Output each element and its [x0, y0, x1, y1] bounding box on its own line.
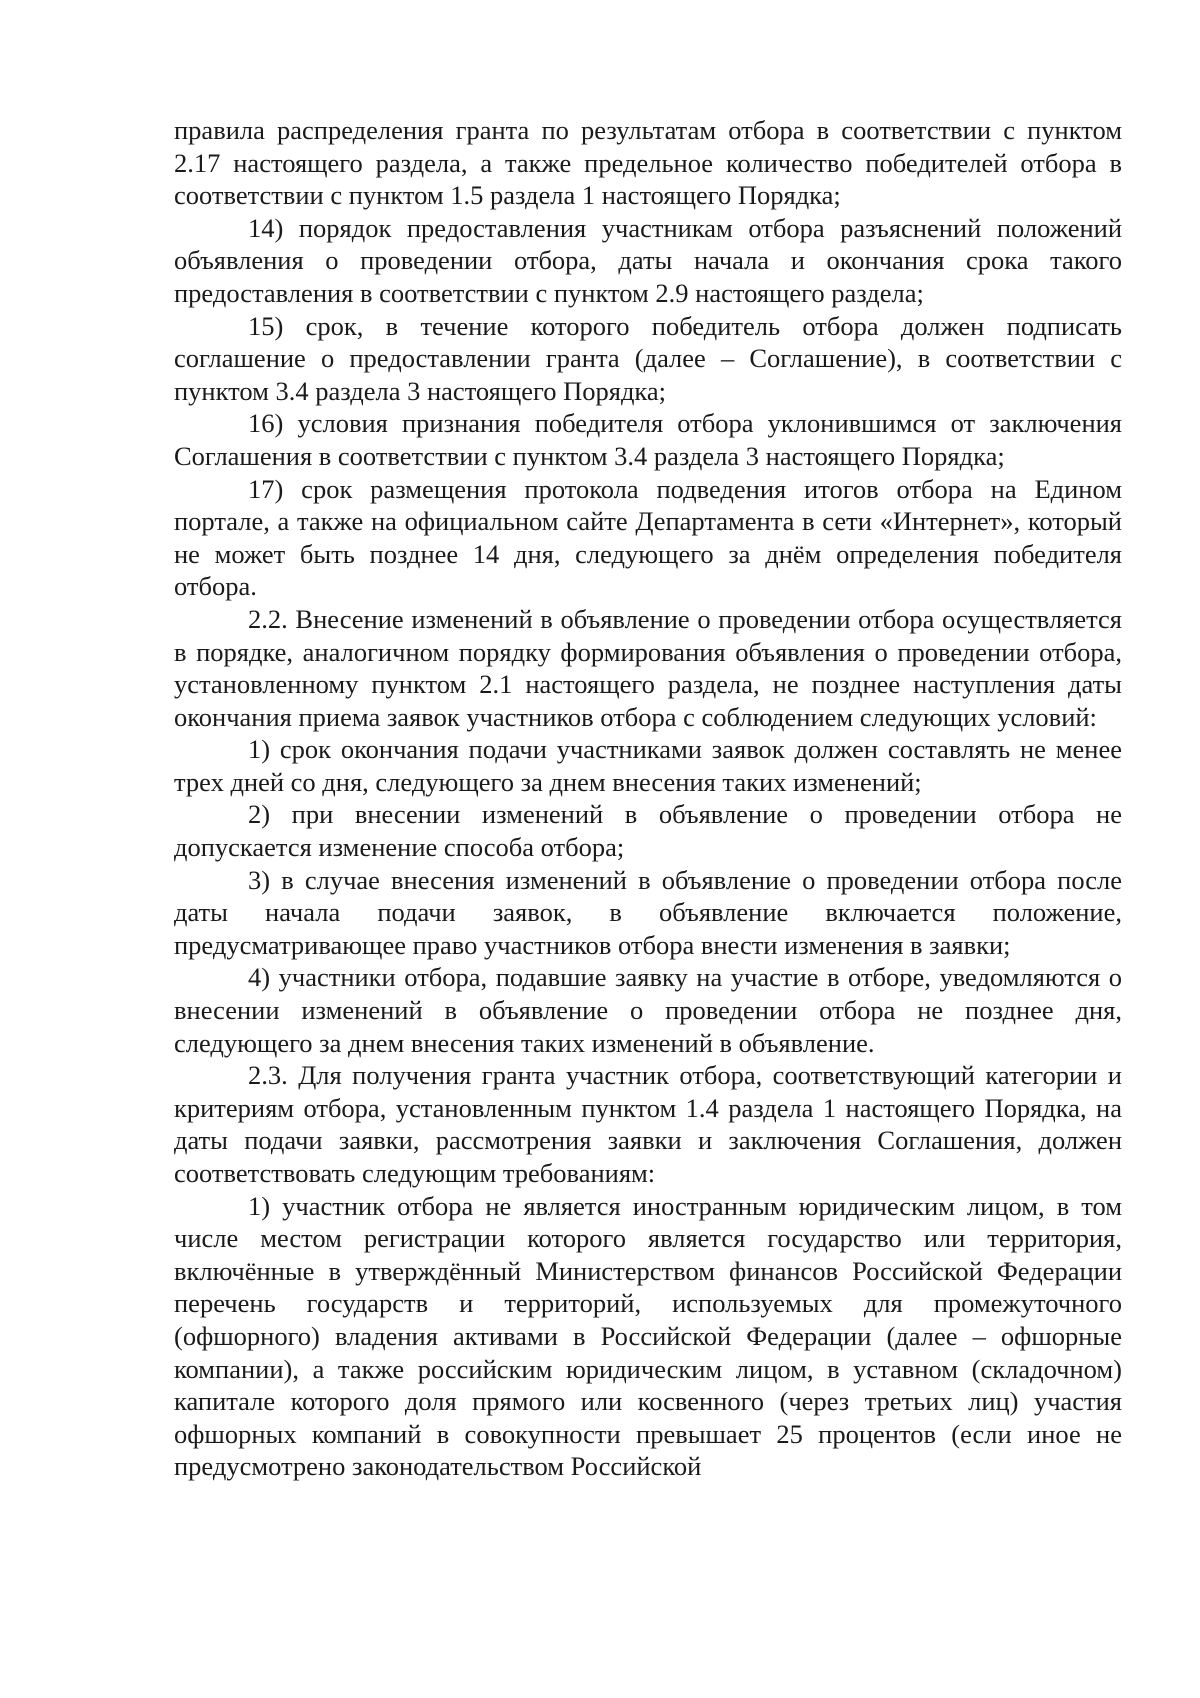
paragraph-item-16: 16) условия признания победителя отбора уклонившимся от заключения Соглашения в соответствии с пунктом 3.4 раздела 3 настоящего Порядка; [174, 408, 1122, 471]
paragraph-section-2-3: 2.3. Для получения гранта участник отбора, соответствующий категории и критериям отбора, установленным пунктом 1.4 раздела 1 настоящего Порядка, на даты подачи заявки, рассмотрения заявки и заключения Соглашения, должен соответствовать следующим требованиям: [174, 1060, 1122, 1188]
paragraph-item-14: 14) порядок предоставления участникам отбора разъяснений положений объявления о проведении отбора, даты начала и окончания срока такого предоставления в соответствии с пунктом 2.9 настоящего раздела; [174, 212, 1122, 308]
paragraph-item-17: 17) срок размещения протокола подведения итогов отбора на Едином портале, а также на официальном сайте Департамента в сети «Интернет», который не может быть позднее 14 дня, следующего за днём определения победителя отбора. [174, 473, 1122, 602]
paragraph-2-2-item-3: 3) в случае внесения изменений в объявление о проведении отбора после даты начала подачи заявок, в объявление включается положение, предусматривающее право участников отбора внести изменения в заявки; [174, 864, 1122, 960]
paragraph-continuation: правила распределения гранта по результатам отбора в соответствии с пунктом 2.17 настоящего раздела, а также предельное количество победителей отбора в соответствии с пунктом 1.5 раздела 1 настоящего Порядка; [174, 115, 1122, 211]
document-text [174, 114, 1122, 1483]
paragraph-2-2-item-2: 2) при внесении изменений в объявление о проведении отбора не допускается изменение способа отбора; [174, 799, 1122, 863]
paragraph-section-2-2: 2.2. Внесение изменений в объявление о проведении отбора осуществляется в порядке, аналогичном порядку формирования объявления о проведении отбора, установленному пунктом 2.1 настоящего раздела, не позднее наступления даты окончания приема заявок участников отбора с соблюдением следующих условий: [174, 603, 1122, 732]
paragraph-2-2-item-4: 4) участники отбора, подавшие заявку на участие в отборе, уведомляются о внесении изменений в объявление о проведении отбора не позднее дня, следующего за днем внесения таких изменений в объявление. [174, 962, 1122, 1058]
paragraph-item-15: 15) срок, в течение которого победитель отбора должен подписать соглашение о предоставлении гранта (далее – Соглашение), в соответствии с пунктом 3.4 раздела 3 настоящего Порядка; [174, 310, 1122, 406]
paragraph-2-2-item-1: 1) срок окончания подачи участниками заявок должен составлять не менее трех дней со дня, следующего за днем внесения таких изменений; [174, 734, 1122, 797]
paragraph-2-3-item-1: 1) участник отбора не является иностранным юридическим лицом, в том числе местом регистрации которого является государство или территория, включённые в утверждённый Министерством финансов Российской Федерации перечень государств и территорий, используемых для промежуточного (офшорного) владения активами в Российской Федерации (далее – офшорные компании), а также российским юридическим лицом, в уставном (складочном) капитале которого доля прямого или косвенного (через третьих лиц) участия офшорных компаний в совокупности превышает 25 процентов (если иное не предусмотрено законодательством Российской [174, 1190, 1122, 1482]
